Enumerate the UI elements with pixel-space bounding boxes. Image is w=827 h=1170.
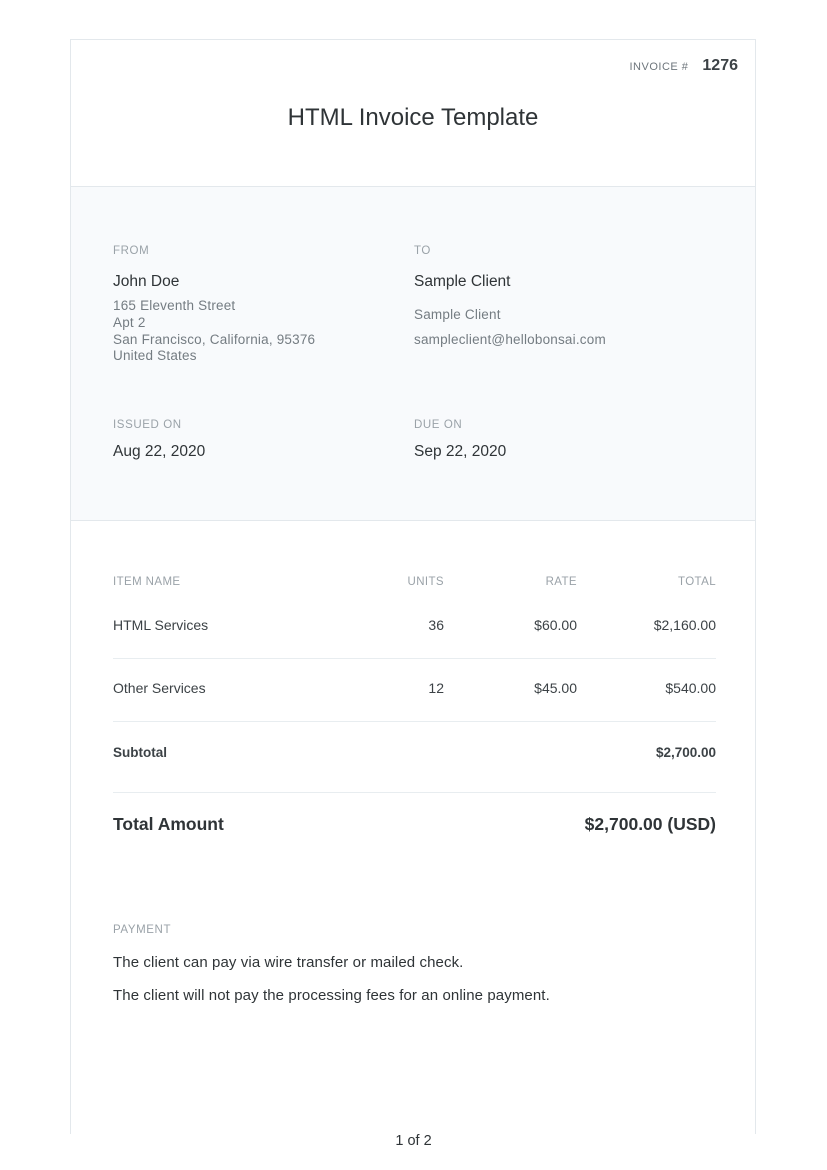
- to-caption: TO: [414, 245, 431, 257]
- page-indicator: 1 of 2: [395, 1133, 432, 1149]
- subtotal-divider: [113, 792, 716, 793]
- header-units: UNITS: [407, 576, 444, 588]
- from-name: John Doe: [113, 273, 180, 290]
- subtotal-value: $2,700.00: [655, 745, 716, 760]
- invoice-card: [70, 39, 756, 1134]
- to-email: sampleclient@hellobonsai.com: [414, 332, 606, 347]
- to-contact: Sample Client: [414, 307, 501, 322]
- from-address-line: San Francisco, California, 95376: [113, 331, 316, 347]
- invoice-title: HTML Invoice Template: [287, 104, 539, 131]
- row-divider: [113, 721, 716, 722]
- subtotal-label: Subtotal: [113, 745, 167, 760]
- due-caption: DUE ON: [414, 419, 463, 431]
- from-address: [113, 298, 315, 365]
- total-value: $2,700.00 (USD): [584, 814, 716, 834]
- to-name: Sample Client: [414, 273, 511, 290]
- due-date: Sep 22, 2020: [414, 443, 507, 460]
- row-item-name: HTML Services: [113, 617, 209, 633]
- header-total: TOTAL: [678, 576, 716, 588]
- from-address-line: Apt 2: [113, 314, 146, 330]
- payment-caption: PAYMENT: [113, 924, 172, 936]
- row-rate: $45.00: [534, 680, 577, 696]
- from-address-line: United States: [113, 348, 197, 364]
- invoice-number: 1276: [702, 57, 738, 74]
- issued-date: Aug 22, 2020: [113, 443, 206, 460]
- header-rate: RATE: [545, 576, 577, 588]
- header-item-name: ITEM NAME: [113, 576, 181, 588]
- row-rate: $60.00: [534, 617, 577, 633]
- payment-line: The client can pay via wire transfer or mailed check.: [113, 954, 464, 971]
- from-address-line: 165 Eleventh Street: [113, 298, 236, 313]
- total-label: Total Amount: [113, 814, 224, 834]
- row-total: $2,160.00: [653, 617, 716, 633]
- row-units: 36: [428, 617, 444, 633]
- invoice-parties-section: [71, 186, 755, 521]
- from-caption: FROM: [113, 245, 150, 257]
- row-units: 12: [428, 680, 444, 696]
- issued-caption: ISSUED ON: [113, 419, 182, 431]
- row-item-name: Other Services: [113, 680, 206, 696]
- invoice-number-block: [630, 57, 739, 75]
- invoice-number-label: INVOICE #: [629, 61, 689, 73]
- row-divider: [113, 658, 716, 659]
- row-total: $540.00: [665, 680, 716, 696]
- payment-line: The client will not pay the processing fees for an online payment.: [113, 987, 550, 1004]
